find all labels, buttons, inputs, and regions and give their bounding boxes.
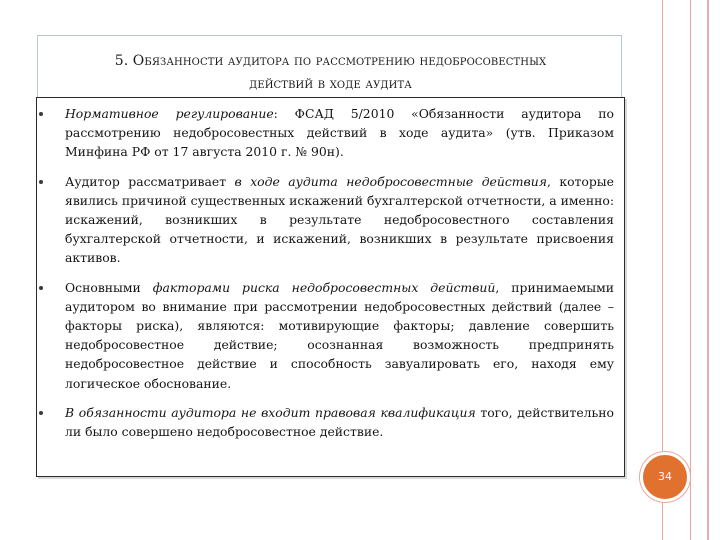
bullet-list (37, 104, 626, 451)
bullet-text-italic: в ходе аудита недобросовестные действия (234, 173, 547, 189)
slide-title (38, 50, 623, 96)
bullet-dot-icon (39, 112, 43, 116)
page-number-badge: 34 (640, 452, 690, 502)
slide-title-line-2: действий в ходе аудита (249, 76, 412, 92)
bullet-dot-icon (39, 180, 43, 184)
bullet-text-italic: Нормативное регулирование (65, 106, 274, 121)
bullet-item (37, 403, 626, 441)
bullet-item (37, 278, 626, 393)
bullet-text-italic: факторами риска недобросовестных действий (152, 279, 496, 295)
bullet-text: Аудитор рассматривает (65, 173, 235, 189)
slide-title-box (37, 35, 622, 97)
bullet-text-italic: В обязанности аудитора не входит правовая квалификация (65, 404, 476, 420)
bullet-item (37, 104, 626, 162)
decorative-line (690, 0, 691, 540)
bullet-text: , которые явились причиной существенных искажений бухгалтерской отчетности, а именно: искажений, возникших в результате недобросовестного составления бухгалтерской отчетности, и искажений, возникших в результате присвоения активов. (65, 173, 614, 266)
content-box (36, 97, 625, 477)
bullet-dot-icon (39, 411, 43, 415)
decorative-line (707, 0, 709, 540)
bullet-item (37, 172, 626, 268)
bullet-text: : ФСАД 5/2010 «Обязанности аудитора по рассмотрению недобросовестных действий в ходе аудита» (утв. Приказом Минфина РФ от 17 августа 2010 г. № 90н). (65, 106, 614, 160)
bullet-text: , принимаемыми аудитором во внимание при рассмотрении недобросовестных действий (далее – факторы риска), являются: мотивирующие факторы; давление совершить недобросовестное действие; осознанная возможность предпринять недобросовестное действие и способность завуалировать его, находя ему логическое обоснование. (65, 279, 614, 391)
bullet-dot-icon (39, 286, 43, 290)
bullet-text: Основными (65, 279, 153, 295)
bullet-text: того, действительно ли было совершено недобросовестное действие. (65, 404, 615, 440)
slide-title-line-1: 5. Обязанности аудитора по рассмотрению недобросовестных (114, 53, 547, 69)
